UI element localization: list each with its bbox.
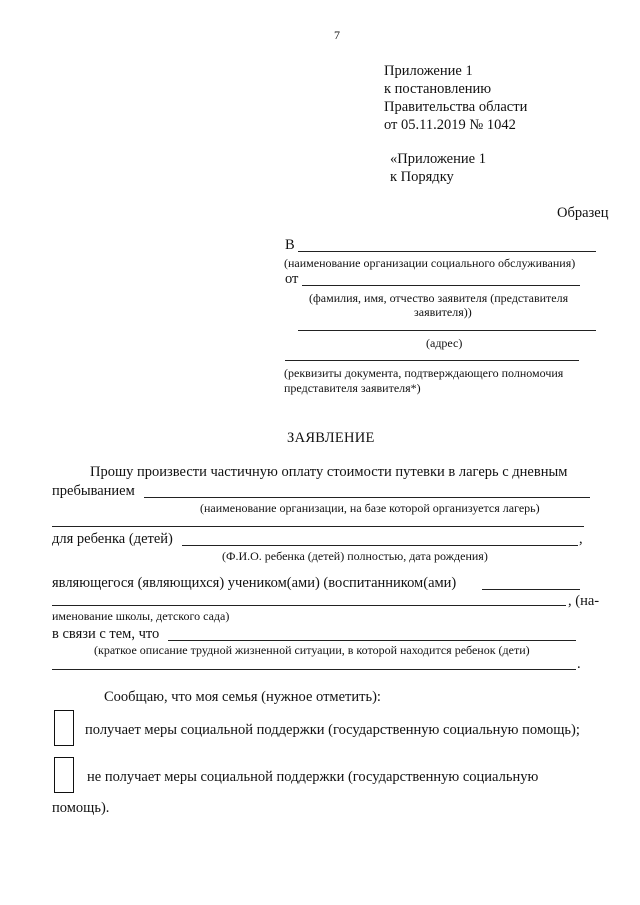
appendix-line-3: Правительства области [384, 99, 528, 115]
child-comma: , [579, 531, 583, 547]
situation-field-line[interactable] [168, 640, 576, 641]
document-title: ЗАЯВЛЕНИЕ [287, 430, 375, 446]
situation-field-line-2[interactable] [52, 669, 576, 670]
student-line: являющегося (являющихся) учеником(ами) (воспитанником(ами) [52, 575, 457, 591]
appendix-line-4: от 05.11.2019 № 1042 [384, 117, 516, 133]
document-caption-1: (реквизиты документа, подтверждающего полномочия [284, 366, 564, 380]
camp-caption: (наименование организации, на базе которой организуется лагерь) [200, 501, 540, 515]
appendix-order-line-1: «Приложение 1 [390, 151, 486, 167]
document-field-line[interactable] [285, 360, 579, 361]
situation-caption: (краткое описание трудной жизненной ситуации, в которой находится ребенок (дети) [94, 643, 530, 657]
child-field-line[interactable] [182, 545, 578, 546]
family-intro: Сообщаю, что моя семья (нужное отметить): [104, 689, 381, 705]
appendix-line-2: к постановлению [384, 81, 492, 97]
address-caption: (адрес) [426, 336, 463, 350]
from-prefix: от [285, 271, 299, 287]
document-caption-2: представителя заявителя*) [284, 381, 421, 395]
no-support-label-line-1: не получает меры социальной поддержки (государственную социальную [87, 769, 539, 785]
request-line-1: Прошу произвести частичную оплату стоимости путевки в лагерь с дневным [90, 464, 568, 480]
organization-caption: (наименование организации социального обслуживания) [284, 256, 576, 270]
situation-end-period: . [577, 656, 581, 672]
camp-field-line-2[interactable] [52, 526, 584, 527]
child-prefix: для ребенка (детей) [52, 531, 173, 547]
school-caption: именование школы, детского сада) [52, 609, 230, 623]
no-support-checkbox[interactable] [54, 757, 74, 793]
applicant-name-caption-2: заявителя)) [414, 305, 472, 319]
applicant-name-caption-1: (фамилия, имя, отчество заявителя (представителя [309, 291, 569, 305]
receives-support-checkbox[interactable] [54, 710, 74, 746]
request-line-2: пребыванием [52, 483, 135, 499]
camp-field-line[interactable] [144, 497, 590, 498]
appendix-order-line-2: к Порядку [390, 169, 454, 185]
school-suffix: , (на- [568, 593, 600, 609]
to-prefix: В [285, 237, 295, 253]
no-support-label-line-2: помощь). [52, 800, 110, 816]
organization-field-line[interactable] [298, 251, 596, 252]
school-field-line[interactable] [52, 605, 566, 606]
sample-label: Образец [557, 205, 609, 221]
page-number: 7 [334, 28, 340, 42]
receives-support-label: получает меры социальной поддержки (государственную социальную помощь); [85, 722, 580, 738]
appendix-line-1: Приложение 1 [384, 63, 473, 79]
address-field-line[interactable] [298, 330, 596, 331]
applicant-name-field-line[interactable] [302, 285, 580, 286]
student-field-line[interactable] [482, 589, 580, 590]
situation-prefix: в связи с тем, что [52, 626, 160, 642]
child-caption: (Ф.И.О. ребенка (детей) полностью, дата рождения) [222, 549, 488, 563]
